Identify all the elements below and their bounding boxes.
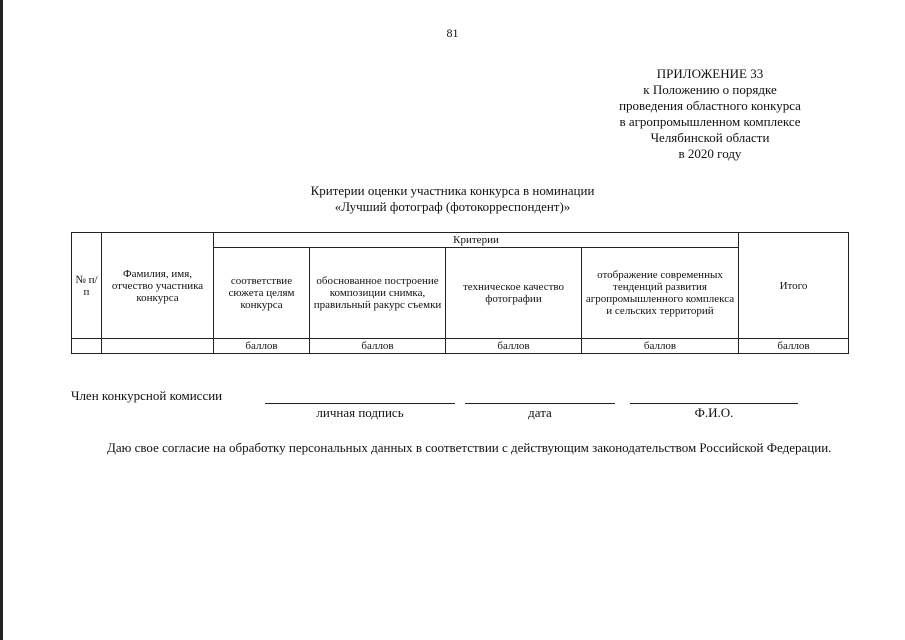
page-number: 81 <box>446 26 459 40</box>
date-caption: дата <box>528 405 552 420</box>
appendix-title: ПРИЛОЖЕНИЕ 33 <box>656 66 764 81</box>
page-left-border <box>0 0 3 640</box>
name-line <box>630 403 798 404</box>
header-number: № п/п <box>72 233 102 339</box>
criterion-plot-relevance: соответствие сюжета целям конкурса <box>214 248 310 339</box>
appendix-line: Челябинской области <box>650 130 770 145</box>
unit-cell: баллов <box>739 339 849 354</box>
unit-cell: баллов <box>446 339 582 354</box>
appendix-line: проведения областного конкурса <box>619 98 801 113</box>
document-title <box>0 183 905 215</box>
criterion-technical-quality: техническое качество фотографии <box>446 248 582 339</box>
header-criteria: Критерии <box>214 233 739 248</box>
document-title-line: Критерии оценки участника конкурса в номинации <box>310 183 595 198</box>
appendix-header <box>560 66 860 162</box>
appendix-line: в агропромышленном комплексе <box>619 114 801 129</box>
header-total: Итого <box>739 233 849 339</box>
signature-caption: личная подпись <box>316 405 404 420</box>
table-cell-empty <box>72 339 102 354</box>
header-participant-name: Фамилия, имя, отчество участника конкурса <box>102 233 214 339</box>
document-title-line: «Лучший фотограф (фотокорреспондент)» <box>334 199 571 214</box>
commission-member-label: Член конкурсной комиссии <box>71 388 223 403</box>
date-line <box>465 403 615 404</box>
appendix-line: к Положению о порядке <box>643 82 777 97</box>
signature-line <box>265 403 455 404</box>
criterion-composition: обоснованное построение композиции снимка, правильный ракурс съемки <box>310 248 446 339</box>
appendix-line: в 2020 году <box>678 146 742 161</box>
consent-paragraph: Даю свое согласие на обработку персональных данных в соответствии с действующим законодательством Российской Федерации. <box>107 440 832 455</box>
unit-cell: баллов <box>310 339 446 354</box>
name-caption: Ф.И.О. <box>694 405 734 420</box>
unit-cell: баллов <box>214 339 310 354</box>
unit-cell: баллов <box>582 339 739 354</box>
criteria-table <box>71 232 849 354</box>
criterion-modern-trends: отображение современных тенденций развития агропромышленного комплекса и сельских территорий <box>582 248 739 339</box>
table-cell-empty <box>102 339 214 354</box>
